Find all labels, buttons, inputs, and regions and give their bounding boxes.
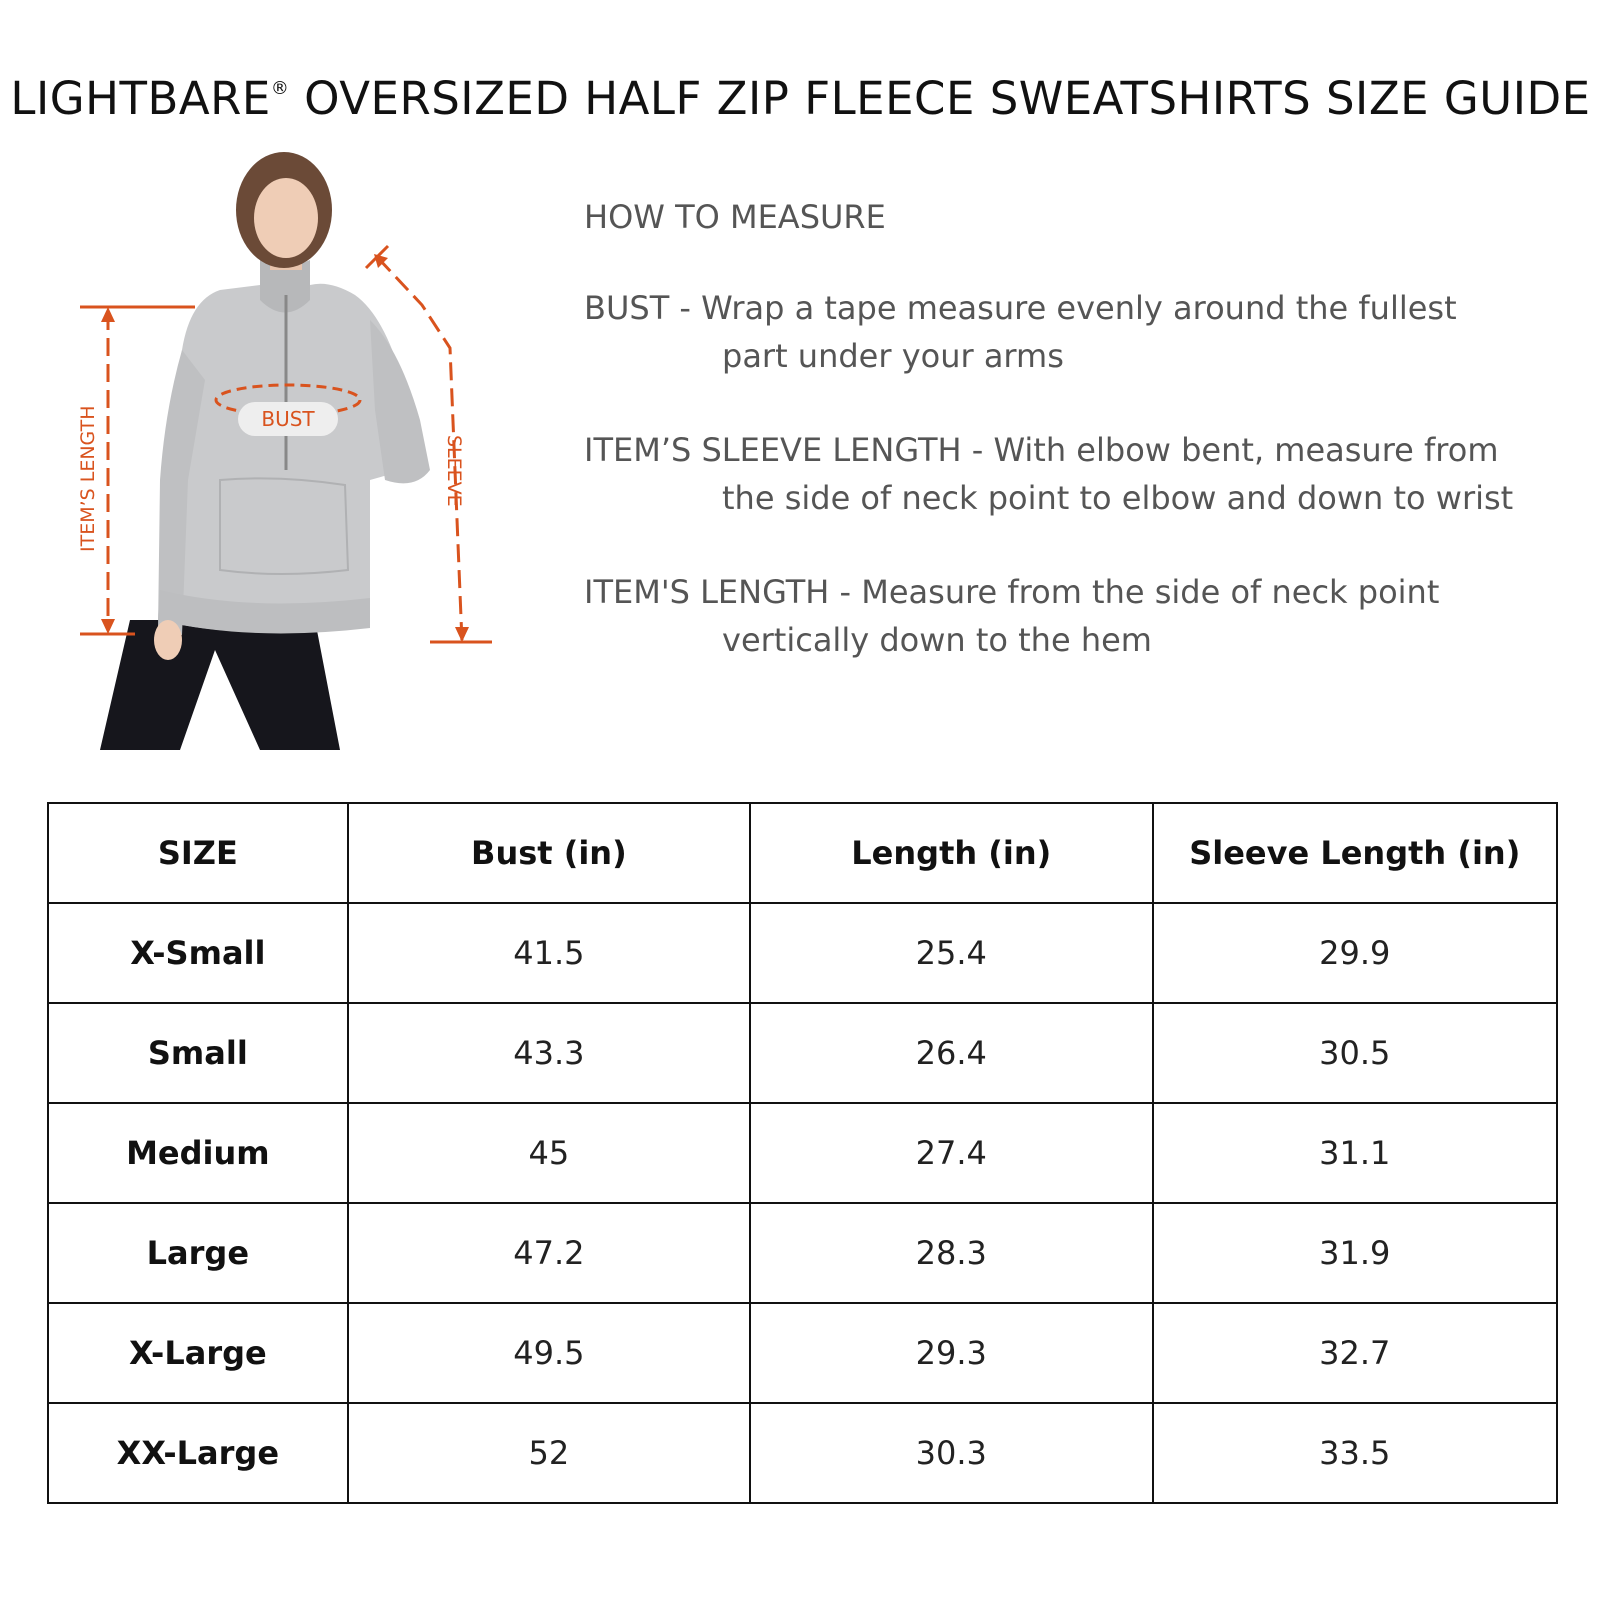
how-to-measure [584, 198, 1564, 710]
header-sleeve-length: Sleeve Length (in) [1153, 803, 1557, 903]
length-arrow-head-down [101, 619, 115, 634]
length-cell: 27.4 [750, 1103, 1152, 1203]
measure-item-label: ITEM'S LENGTH [584, 573, 830, 611]
bust-cell: 49.5 [348, 1303, 750, 1403]
size-cell: X-Small [48, 903, 348, 1003]
measure-item-continuation: vertically down to the hem [722, 621, 1152, 659]
bust-cell: 45 [348, 1103, 750, 1203]
header-bust: Bust (in) [348, 803, 750, 903]
table-row [48, 1303, 1557, 1403]
length-cell: 28.3 [750, 1203, 1152, 1303]
model-legs [100, 620, 340, 750]
measure-item-text: - Wrap a tape measure evenly around the fullest [669, 289, 1457, 327]
title-rest: OVERSIZED HALF ZIP FLEECE SWEATSHIRTS SIZE GUIDE [289, 72, 1591, 125]
measure-item-label: BUST [584, 289, 670, 327]
sleeve-cell: 30.5 [1153, 1003, 1557, 1103]
sleeve-cell: 29.9 [1153, 903, 1557, 1003]
page-title [0, 72, 1601, 125]
measure-item-bust [584, 284, 1564, 380]
table-row [48, 1403, 1557, 1503]
table-row [48, 1203, 1557, 1303]
table-row [48, 1103, 1557, 1203]
length-cell: 26.4 [750, 1003, 1152, 1103]
length-arrow-head-up [101, 307, 115, 322]
measure-item-label: ITEM’S SLEEVE LENGTH [584, 431, 962, 469]
measure-heading: HOW TO MEASURE [584, 198, 886, 236]
model-face [254, 178, 318, 258]
sleeve-cell: 31.9 [1153, 1203, 1557, 1303]
length-cell: 25.4 [750, 903, 1152, 1003]
bust-cell: 52 [348, 1403, 750, 1503]
size-cell: X-Large [48, 1303, 348, 1403]
header-size: SIZE [48, 803, 348, 903]
measure-item-continuation: the side of neck point to elbow and down to wrist [722, 479, 1514, 517]
registered-mark: ® [270, 78, 290, 99]
measure-item-text: - Measure from the side of neck point [829, 573, 1440, 611]
measure-item-sleeve [584, 426, 1564, 522]
table-row [48, 1003, 1557, 1103]
length-cell: 29.3 [750, 1303, 1152, 1403]
measurement-figure [70, 150, 520, 760]
bust-cell: 41.5 [348, 903, 750, 1003]
brand-name: LIGHTBARE [10, 72, 271, 125]
bust-cell: 43.3 [348, 1003, 750, 1103]
measure-item-length [584, 568, 1564, 664]
sleeve-cell: 32.7 [1153, 1303, 1557, 1403]
sleeve-label: SLEEVE [443, 435, 465, 507]
bust-cell: 47.2 [348, 1203, 750, 1303]
table-header-row [48, 803, 1557, 903]
length-label: ITEM’S LENGTH [77, 405, 99, 552]
size-cell: XX-Large [48, 1403, 348, 1503]
sleeve-arrow-head-down [455, 627, 469, 642]
size-cell: Large [48, 1203, 348, 1303]
length-cell: 30.3 [750, 1403, 1152, 1503]
model-hand [154, 620, 182, 660]
size-cell: Small [48, 1003, 348, 1103]
size-cell: Medium [48, 1103, 348, 1203]
measure-item-continuation: part under your arms [722, 337, 1064, 375]
size-table [47, 802, 1558, 1504]
measure-item-text: - With elbow bent, measure from [961, 431, 1499, 469]
table-row [48, 903, 1557, 1003]
sleeve-cell: 31.1 [1153, 1103, 1557, 1203]
bust-label: BUST [261, 407, 315, 431]
header-length: Length (in) [750, 803, 1152, 903]
sleeve-cell: 33.5 [1153, 1403, 1557, 1503]
